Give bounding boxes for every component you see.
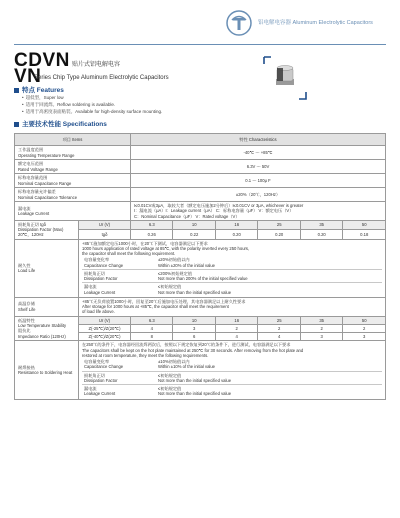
df-value-cell: 0.26 (131, 230, 173, 239)
criteria-label: 漏电流 (84, 386, 97, 391)
row-label-cn: 标称电容量允许偏差 (18, 189, 56, 195)
row-label-en: Resistance to Soldering Heat (18, 369, 73, 375)
leakage-line: I≤0.01CV或3μA，取较大者（额定电压施加2分钟后）I≤0.01CV or 3μA, whichever is greater (134, 203, 304, 208)
voltage-cell: 6.3 (131, 220, 173, 229)
voltage-cell: 35 (300, 220, 342, 229)
capacitance-range-value: 0.1 ～ 100μ F (131, 174, 386, 188)
impedance-cell: 3 (300, 333, 342, 341)
df-label (15, 220, 79, 239)
series-title-cn: 贴片式铝电解电容 (72, 62, 121, 68)
impedance-cell: 2 (343, 324, 386, 332)
row-label-en: Low Temperature Stability (18, 323, 67, 329)
impedance-cell: 4 (131, 324, 173, 332)
impedance-cell: 3 (343, 333, 386, 341)
table-row (15, 316, 386, 324)
criteria-value: Not more than the initial specified value (158, 377, 232, 383)
df-value-cell: 0.20 (300, 230, 342, 239)
criteria-row (82, 385, 382, 398)
load-life-criteria (82, 256, 382, 296)
row-label-cn: 标称电容量范围 (18, 175, 48, 181)
criteria-row (82, 269, 382, 283)
capacitor-photo (262, 55, 308, 101)
criteria-label: Leakage Current (84, 289, 116, 295)
voltage-cell: 35 (300, 316, 342, 324)
criteria-label: Capacitance Change (84, 262, 124, 268)
rated-voltage-value: 6.3V ～ 50V (131, 160, 386, 174)
criteria-row (82, 371, 382, 385)
voltage-cell: 6.3 (131, 316, 173, 324)
impedance-cell: 6 (173, 333, 215, 341)
brand-name: 铝电解电容器 Aluminum Electrolytic Capacitors (258, 20, 373, 26)
solder-line: 在250℃的条件下，电容器经回流焊两次后，按照以下规定恢复到20℃的条件下，进行测试，电容器满足以下要求 (82, 342, 291, 348)
criteria-label: Capacitance Change (84, 364, 124, 370)
criteria-value: ±20%初始值以内 (158, 257, 190, 263)
criteria-label: 漏电流 (84, 284, 97, 290)
criteria-value: Within ±10% of the initial value (158, 364, 215, 370)
bullet-square-icon (14, 122, 19, 127)
feature-item: • 适用于高密度表面贴装。Available for high-density surface mounting. (22, 109, 162, 115)
table-row (15, 188, 386, 202)
load-life-line: +85℃施加额定电压1000小时，在20℃下测试，电容器满足以下要求 (82, 240, 208, 246)
criteria-value: ≤初始规定值 (158, 372, 182, 378)
impedance-ratio-label: Z(-25℃)/Z(20℃) (79, 324, 131, 332)
row-condition: 20℃，120Hz (18, 232, 44, 238)
row-label-cn: 低温特性 (18, 317, 35, 323)
criteria-row (82, 256, 382, 269)
table-row (15, 146, 386, 160)
voltage-cell: 16 (215, 316, 257, 324)
criteria-label: Dissipation Factor (84, 276, 118, 281)
feature-item: • 适用于回流焊。Reflow soldering is available. (22, 102, 115, 108)
criteria-label: 电容量变化率 (84, 257, 110, 263)
criteria-value: Not more than 200% of the initial specified value (158, 276, 248, 281)
voltage-cell: 50 (343, 316, 386, 324)
features-title: 特点 Features (14, 85, 64, 94)
feature-item: • 超低型，Super low (22, 95, 64, 101)
row-label-en: Impedance Ratio (120Hz) (18, 333, 66, 339)
row-label-cn: 损耗角正切 tgδ (18, 221, 46, 227)
shelf-life-value (79, 297, 386, 316)
row-label-en: Shelf Life (18, 306, 36, 312)
table-row (15, 239, 386, 297)
voltage-cell: 25 (258, 316, 300, 324)
solder-criteria (82, 358, 382, 398)
impedance-cell: 8 (131, 333, 173, 341)
series-code: CDVN (14, 50, 70, 71)
row-label-en: Nominal Capacitance Range (18, 180, 72, 186)
voltage-cell: 16 (215, 220, 257, 229)
leakage-line: I：漏电流（μA）I：Leakage current（μA） C：标称电容量（μF） V：额定电压（V） (134, 208, 294, 214)
row-label-cn: 额定电压范围 (18, 161, 44, 167)
solder-line: The capacitors shall be kept on the hot plate maintained at 250℃ for 30 seconds. After removing from the hot plate and (82, 347, 304, 353)
row-label-cn: 高温存储 (18, 301, 35, 307)
criteria-label: 电容量变化率 (84, 359, 110, 364)
load-life-value (79, 239, 386, 297)
df-voltage-label: Ur (V) (79, 220, 131, 229)
criteria-label: Dissipation Factor (84, 377, 118, 383)
criteria-label: Leakage Current (84, 391, 116, 397)
df-value-label: tgδ (79, 230, 131, 239)
shelf-life-label (15, 297, 79, 316)
voltage-cell: 10 (173, 220, 215, 229)
criteria-value: ≤200%初始规定值 (158, 270, 192, 276)
series-code-vn: VN (14, 66, 42, 87)
series-title-en: Series Chip Type Aluminum Electrolytic Capacitors (34, 75, 169, 81)
row-label-cn: 阻抗比 (18, 328, 31, 334)
row-label-en: Rated Voltage Range (18, 166, 58, 172)
low-temp-voltage-label: Ur (V) (79, 316, 131, 324)
table-header-row (15, 134, 386, 146)
criteria-row (82, 358, 382, 371)
df-value-cell: 0.20 (258, 230, 300, 239)
company-logo (226, 10, 252, 36)
row-label-cn: 漏电流 (18, 205, 31, 211)
table-row (15, 174, 386, 188)
criteria-value: Within ±20% of the initial value (158, 262, 215, 268)
row-label-cn: 耐焊接热 (18, 364, 35, 370)
column-header-characteristics: 特性 Characteristics (131, 134, 386, 146)
specifications-table (14, 133, 386, 400)
row-label-cn: 耐久性 (18, 262, 31, 268)
load-life-line: 1000 hours application of rated voltage at 85℃, with the polarity inverted every 250 hours, (82, 245, 250, 251)
voltage-cell: 25 (258, 220, 300, 229)
header-divider (14, 44, 386, 45)
row-label-en: Nominal Capacitance Tolerance (18, 194, 78, 200)
shelf-life-line: +85℃无负荷放置1000小时，回复至20℃后施加电压处理，其电容器满足以上耐久性要求 (82, 298, 246, 304)
criteria-row (82, 283, 382, 296)
criteria-value: ±10%初始值以内 (158, 359, 190, 364)
leakage-current-value (131, 202, 386, 221)
table-row (15, 341, 386, 399)
df-value-cell: 0.20 (215, 230, 257, 239)
load-life-label (15, 239, 79, 297)
criteria-value: ≤初始规定值 (158, 386, 182, 391)
operating-temp-value: -40℃ ～ +85℃ (131, 146, 386, 160)
impedance-ratio-label: Z(-40℃)/Z(20℃) (79, 333, 131, 341)
row-label-en: Load Life (18, 268, 36, 274)
solder-line: restored at room temperature, they meet the following requirements. (82, 352, 209, 358)
soldering-heat-label (15, 341, 79, 399)
impedance-cell: 4 (215, 333, 257, 341)
table-row (15, 297, 386, 316)
table-row (15, 160, 386, 174)
shelf-life-line: After storage for 1000 hours at +85℃, the capacitor shall meet the requirement (82, 304, 229, 309)
df-value-cell: 0.18 (343, 230, 386, 239)
criteria-label: 损耗角正切 (84, 270, 105, 276)
impedance-cell: 2 (215, 324, 257, 332)
criteria-value: Not more than the initial specified value (158, 289, 232, 295)
row-label-en: Leakage Current (18, 210, 50, 216)
column-header-items: 项目 Items (15, 134, 131, 146)
bullet-square-icon (14, 88, 19, 93)
criteria-value: ≤初始规定值 (158, 284, 182, 290)
impedance-cell: 3 (173, 324, 215, 332)
voltage-cell: 10 (173, 316, 215, 324)
capacitance-tolerance-value: ±20%（20℃，120Hz） (131, 188, 386, 202)
row-label-cn: 工作温度范围 (18, 147, 44, 153)
low-temp-label (15, 316, 79, 341)
shelf-life-line: of load life above. (82, 309, 115, 315)
soldering-heat-value (79, 341, 386, 399)
impedance-cell: 4 (258, 333, 300, 341)
load-life-line: the capacitor shall meet the following requirement. (82, 251, 176, 256)
row-label-en: Operating Temperature Range (18, 152, 75, 158)
table-row (15, 202, 386, 221)
criteria-label: 损耗角正切 (84, 372, 105, 378)
impedance-cell: 2 (258, 324, 300, 332)
df-value-cell: 0.22 (173, 230, 215, 239)
specs-title: 主要技术性能 Specifications (14, 119, 107, 128)
row-label-en: Dissipation Factor (Max) (18, 227, 64, 232)
leakage-line: C：Nominal Capacitance（μF） V：Rated voltage（V） (134, 213, 240, 219)
voltage-cell: 50 (343, 220, 386, 229)
table-row (15, 220, 386, 229)
criteria-value: Not more than the initial specified value (158, 391, 232, 397)
impedance-cell: 2 (300, 324, 342, 332)
